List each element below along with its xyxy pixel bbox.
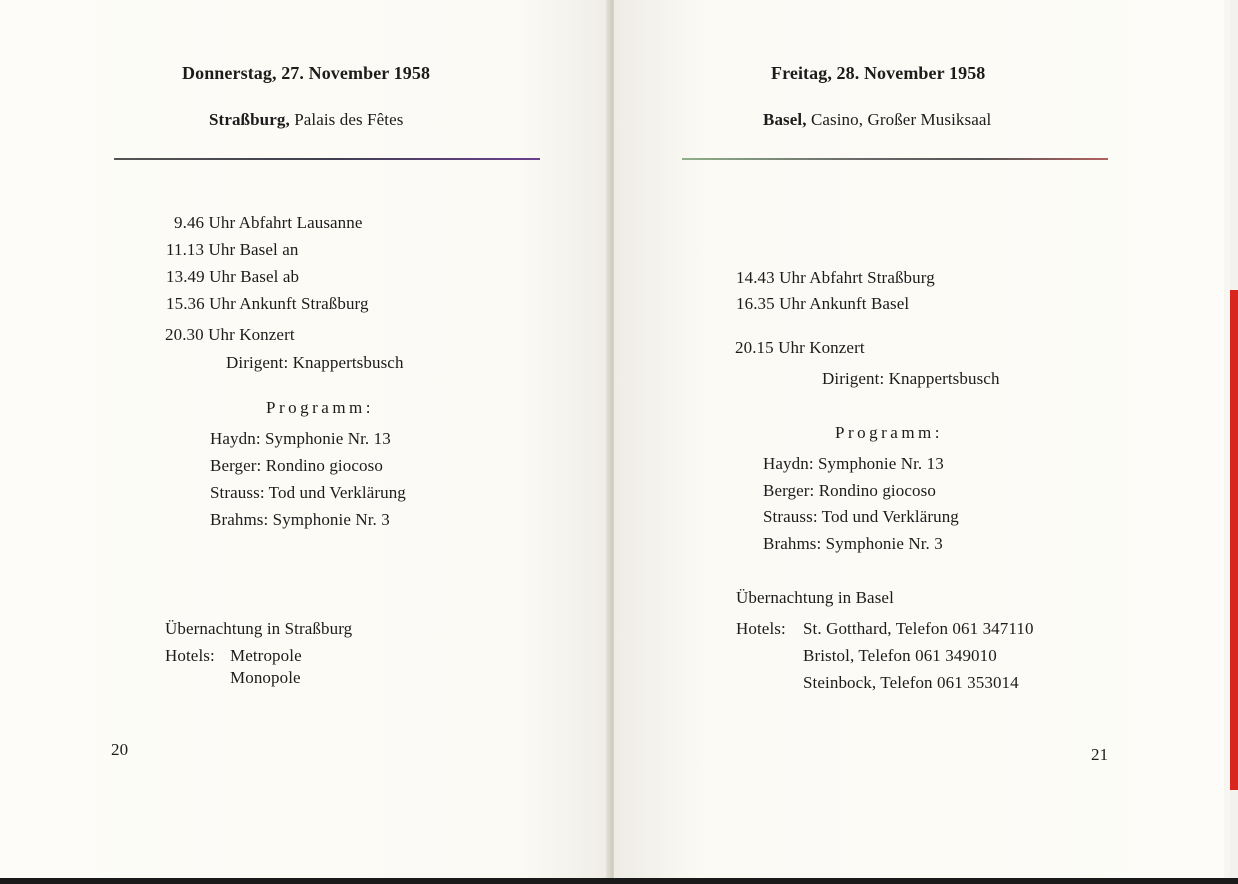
book-edge [1224, 0, 1238, 878]
left-divider [114, 158, 540, 160]
schedule-row: 11.13 Uhr Basel an [166, 240, 299, 259]
program-item: Strauss: Tod und Verklärung [763, 507, 959, 526]
schedule-row: 15.36 Uhr Ankunft Straßburg [166, 294, 369, 313]
right-divider [682, 158, 1108, 160]
left-program-title: Programm: [266, 398, 374, 417]
program-item: Haydn: Symphonie Nr. 13 [210, 429, 391, 448]
left-conductor: Dirigent: Knappertsbusch [226, 353, 404, 372]
left-hotels-label: Hotels: [165, 646, 215, 665]
program-item: Brahms: Symphonie Nr. 3 [763, 534, 943, 553]
right-hotels-label: Hotels: [736, 619, 786, 638]
right-page [614, 0, 1224, 878]
right-page-number: 21 [1091, 745, 1109, 764]
program-item: Haydn: Symphonie Nr. 13 [763, 454, 944, 473]
right-program-title: Programm: [835, 423, 943, 442]
hotel-item: St. Gotthard, Telefon 061 347110 [803, 619, 1034, 638]
hotel-item: Monopole [230, 668, 301, 687]
left-location [209, 110, 403, 130]
left-page [0, 0, 611, 878]
program-item: Brahms: Symphonie Nr. 3 [210, 510, 390, 529]
right-location [763, 110, 991, 130]
right-conductor: Dirigent: Knappertsbusch [822, 369, 1000, 388]
left-page-number: 20 [111, 740, 129, 759]
program-item: Strauss: Tod und Verklärung [210, 483, 406, 502]
left-venue: Palais des Fêtes [294, 110, 404, 129]
schedule-row: 9.46 Uhr Abfahrt Lausanne [174, 213, 363, 232]
schedule-row: 20.15 Uhr Konzert [735, 338, 865, 357]
hotel-item: Steinbock, Telefon 061 353014 [803, 673, 1019, 692]
program-item: Berger: Rondino giocoso [763, 481, 936, 500]
red-edge-strip [1230, 290, 1238, 790]
left-overnight: Übernachtung in Straßburg [165, 619, 353, 638]
schedule-row: 20.30 Uhr Konzert [165, 325, 295, 344]
right-venue: Casino, Großer Musiksaal [810, 110, 992, 129]
schedule-row: 14.43 Uhr Abfahrt Straßburg [736, 268, 935, 287]
left-date-heading: Donnerstag, 27. November 1958 [182, 63, 431, 83]
schedule-row: 16.35 Uhr Ankunft Basel [736, 294, 910, 313]
hotel-item: Metropole [230, 646, 302, 665]
left-city: Straßburg, [209, 110, 290, 129]
right-city: Basel, [763, 110, 807, 129]
program-item: Berger: Rondino giocoso [210, 456, 383, 475]
right-overnight: Übernachtung in Basel [736, 588, 894, 607]
schedule-row: 13.49 Uhr Basel ab [166, 267, 300, 286]
right-date-heading: Freitag, 28. November 1958 [771, 63, 986, 83]
hotel-item: Bristol, Telefon 061 349010 [803, 646, 997, 665]
